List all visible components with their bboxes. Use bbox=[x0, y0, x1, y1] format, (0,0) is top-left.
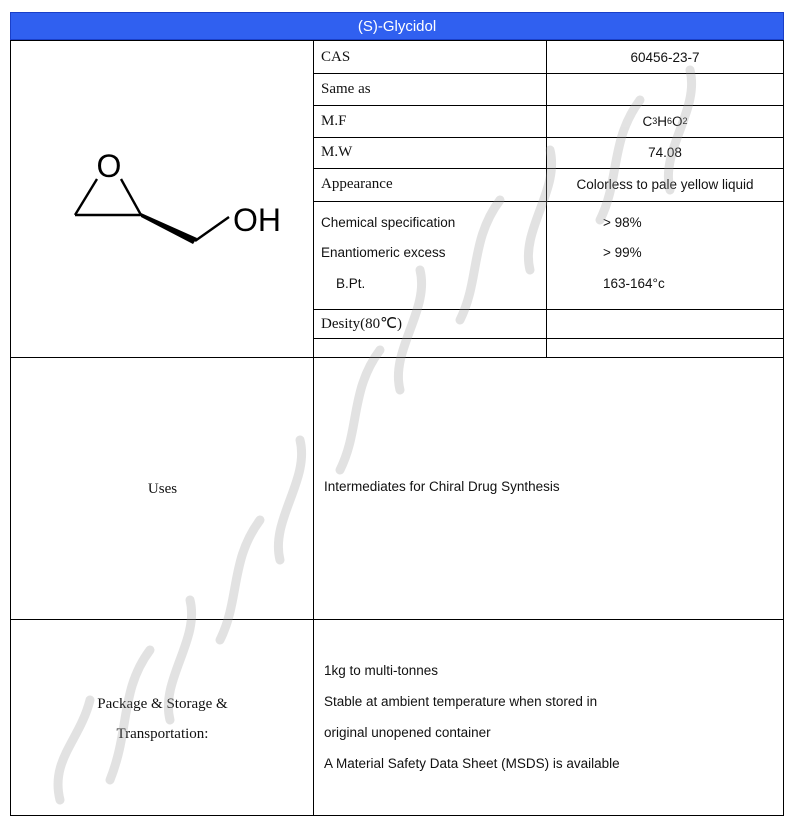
section-divider bbox=[11, 619, 783, 620]
density-label: Desity(80℃) bbox=[321, 316, 402, 332]
glycidol-structure-image bbox=[51, 141, 291, 261]
same-as-label: Same as bbox=[321, 80, 371, 97]
package-line: A Material Safety Data Sheet (MSDS) is available bbox=[324, 756, 620, 771]
mf-label: M.F bbox=[321, 112, 347, 129]
spec-table bbox=[10, 40, 784, 816]
enantiomeric-excess-value: > 99% bbox=[603, 244, 642, 260]
enantiomeric-excess-label: Enantiomeric excess bbox=[321, 244, 446, 260]
package-label-line: Package & Storage & bbox=[97, 696, 228, 712]
product-title: (S)-Glycidol bbox=[10, 12, 784, 40]
same-as-value bbox=[547, 73, 783, 105]
ring-bond bbox=[121, 179, 141, 215]
package-line: original unopened container bbox=[324, 725, 491, 740]
appearance-label: Appearance bbox=[321, 176, 393, 192]
wedge-bond bbox=[141, 213, 197, 244]
hydroxyl-label: OH bbox=[233, 202, 281, 238]
mw-value: 74.08 bbox=[648, 145, 682, 160]
boiling-point-value: 163-164°c bbox=[603, 275, 665, 291]
single-bond bbox=[195, 217, 229, 241]
package-line: 1kg to multi-tonnes bbox=[324, 663, 439, 678]
cas-label: CAS bbox=[321, 48, 351, 65]
density-value bbox=[547, 309, 783, 338]
mw-label: M.W bbox=[321, 144, 353, 160]
row-divider bbox=[313, 201, 783, 202]
mf-value: C 3 H 6 O 2 bbox=[642, 113, 688, 129]
appearance-value: Colorless to pale yellow liquid bbox=[576, 177, 754, 192]
package-label-line: Transportation: bbox=[116, 726, 209, 742]
uses-value: Intermediates for Chiral Drug Synthesis bbox=[324, 479, 560, 494]
cas-value: 60456-23-7 bbox=[630, 49, 700, 65]
section-divider bbox=[11, 357, 783, 358]
ring-bond bbox=[75, 179, 97, 215]
package-details bbox=[324, 655, 620, 779]
chemical-spec-value: > 98% bbox=[603, 214, 642, 230]
oxygen-atom-label: O bbox=[96, 148, 122, 184]
spec-sheet bbox=[10, 12, 784, 816]
package-line: Stable at ambient temperature when stored in bbox=[324, 694, 598, 709]
package-label bbox=[11, 689, 314, 749]
uses-label: Uses bbox=[147, 480, 178, 497]
row-divider bbox=[313, 338, 783, 339]
chemical-spec-label: Chemical specification bbox=[321, 214, 456, 230]
boiling-point-label: B.Pt. bbox=[336, 275, 366, 291]
